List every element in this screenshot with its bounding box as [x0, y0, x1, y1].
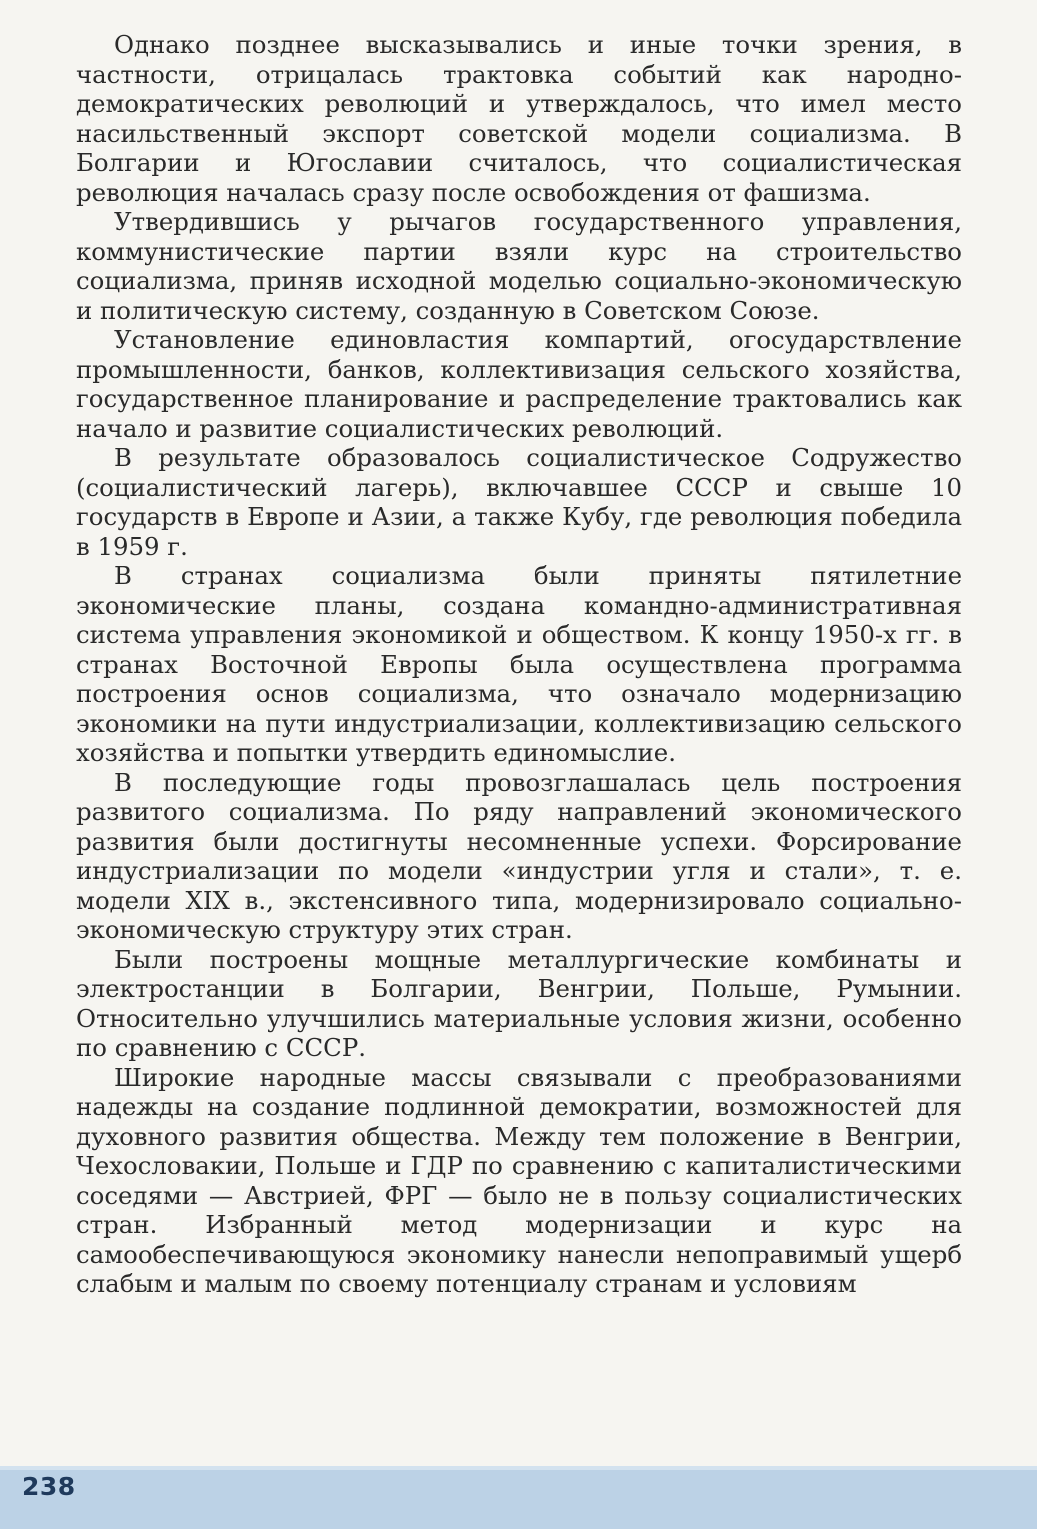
page-number: 238	[22, 1472, 76, 1501]
footer-band	[0, 1470, 1037, 1529]
body-text	[76, 30, 962, 1299]
paragraph-3: Установление единовластия компартий, огосударствление промышленности, банков, коллективизация сельского хозяйства, государственное планирование и распределение трактовались как начало и развитие социалистических революций.	[76, 325, 962, 443]
paragraph-6: В последующие годы провозглашалась цель построения развитого социализма. По ряду направлений экономического развития были достигнуты несомненные успехи. Форсирование индустриализации по модели «индустрии угля и стали», т. е. модели XIX в., экстенсивного типа, модернизировало социально-экономическую структуру этих стран.	[76, 767, 962, 944]
paragraph-2: Утвердившись у рычагов государственного управления, коммунистические партии взяли курс на строительство социализма, приняв исходной моделью социально-экономическую и политическую систему, созданную в Советском Союзе.	[76, 207, 962, 325]
paragraph-1: Однако позднее высказывались и иные точки зрения, в частности, отрицалась трактовка событий как народно-демократических революций и утверждалось, что имел место насильственный экспорт советской модели социализма. В Болгарии и Югославии считалось, что социалистическая революция началась сразу после освобождения от фашизма.	[76, 30, 962, 207]
paragraph-4: В результате образовалось социалистическое Содружество (социалистический лагерь), включавшее СССР и свыше 10 государств в Европе и Азии, а также Кубу, где революция победила в 1959 г.	[76, 443, 962, 561]
paragraph-5: В странах социализма были приняты пятилетние экономические планы, создана командно-административная система управления экономикой и обществом. К концу 1950-х гг. в странах Восточной Европы была осуществлена программа построения основ социализма, что означало модернизацию экономики на пути индустриализации, коллективизацию сельского хозяйства и попытки утвердить единомыслие.	[76, 561, 962, 767]
paragraph-8: Широкие народные массы связывали с преобразованиями надежды на создание подлинной демократии, возможностей для духовного развития общества. Между тем положение в Венгрии, Чехословакии, Польше и ГДР по сравнению с капиталистическими соседями — Австрией, ФРГ — было не в пользу социалистических стран. Избранный метод модернизации и курс на самообеспечивающуюся экономику нанесли непоправимый ущерб слабым и малым по своему потенциалу странам и условиям	[76, 1062, 962, 1298]
paragraph-7: Были построены мощные металлургические комбинаты и электростанции в Болгарии, Венгрии, Польше, Румынии. Относительно улучшились материальные условия жизни, особенно по сравнению с СССР.	[76, 944, 962, 1062]
